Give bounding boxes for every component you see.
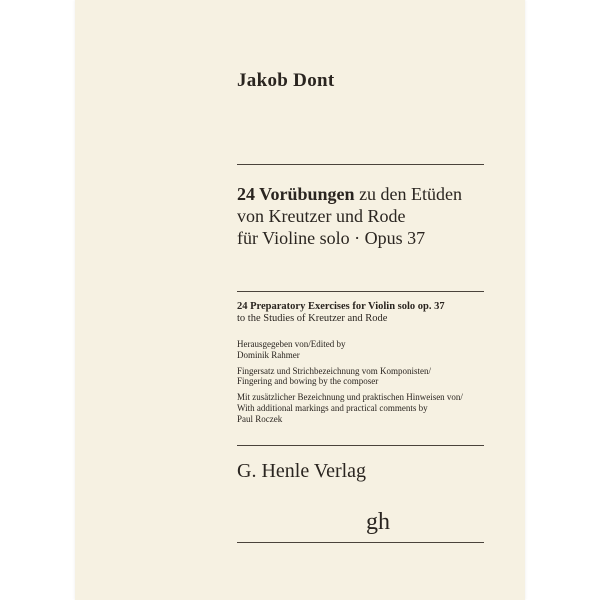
markings-de: Mit zusätzlicher Bezeichnung und praktischen Hinweisen von/ bbox=[237, 392, 463, 403]
credits-block bbox=[237, 339, 463, 430]
title-strong: 24 Vorübungen bbox=[237, 184, 355, 204]
svg-text:gh: gh bbox=[366, 509, 390, 535]
henle-logo-icon bbox=[363, 505, 393, 539]
title-line-1 bbox=[237, 183, 462, 205]
publisher-name: G. Henle Verlag bbox=[237, 460, 367, 482]
composer-name: Jakob Dont bbox=[237, 70, 335, 91]
lower-divider bbox=[237, 445, 484, 446]
fingering-credit bbox=[237, 366, 463, 388]
middle-divider bbox=[237, 291, 484, 292]
fingering-en: Fingering and bowing by the composer bbox=[237, 376, 379, 387]
edited-label: Herausgegeben von/Edited by bbox=[237, 339, 346, 349]
editor-name: Dominik Rahmer bbox=[237, 349, 300, 360]
top-divider bbox=[237, 164, 484, 165]
markings-credit bbox=[237, 392, 463, 424]
title-block bbox=[237, 183, 462, 249]
english-title: 24 Preparatory Exercises for Violin solo op. 37 bbox=[237, 301, 445, 312]
title-line-2: von Kreutzer und Rode bbox=[237, 206, 406, 226]
editor-credit bbox=[237, 339, 463, 361]
english-subtitle-line: to the Studies of Kreutzer and Rode bbox=[237, 313, 388, 324]
bottom-divider bbox=[237, 542, 484, 543]
fingering-de: Fingersatz und Strichbezeichnung vom Komponisten/ bbox=[237, 365, 431, 376]
markings-en: With additional markings and practical comments by bbox=[237, 402, 428, 413]
title-line-3: für Violine solo · Opus 37 bbox=[237, 228, 426, 248]
cover-page bbox=[75, 0, 525, 600]
english-subtitle bbox=[237, 301, 445, 325]
title-rest: zu den Etüden bbox=[354, 184, 463, 204]
commentator-name: Paul Roczek bbox=[237, 413, 283, 424]
